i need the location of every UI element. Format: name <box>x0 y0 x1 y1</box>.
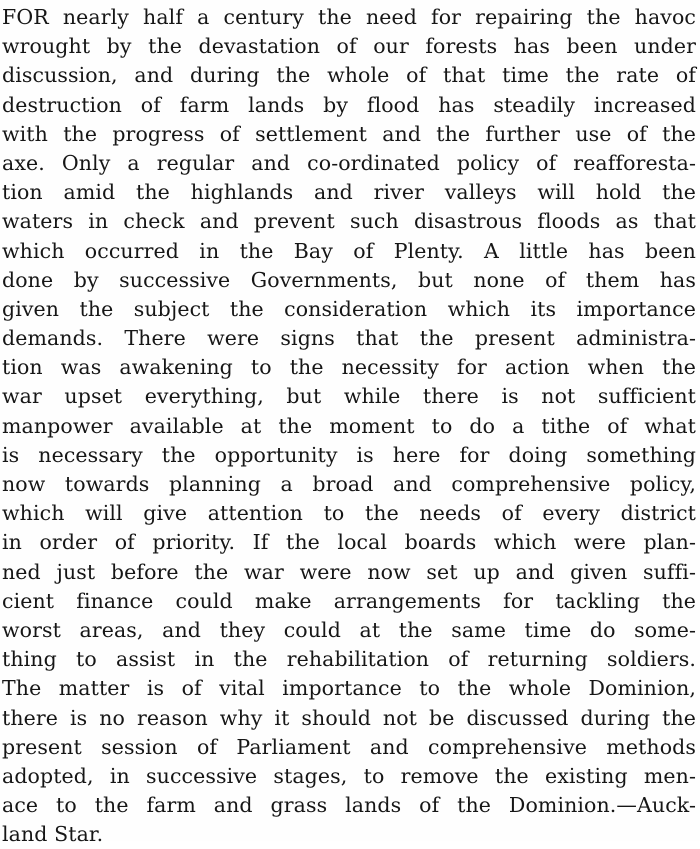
article-line: present session of Parliament and comprehensive methods <box>2 734 696 759</box>
article-line: cient finance could make arrangements for tackling the <box>2 588 696 613</box>
article-line: in order of priority. If the local boards which were plan- <box>2 530 696 555</box>
article-line: which will give attention to the needs of every district <box>2 501 696 526</box>
article-line: given the subject the consideration which its importance <box>2 296 696 321</box>
article-line: thing to assist in the rehabilitation of returning soldiers. <box>2 647 696 672</box>
article-line: destruction of farm lands by flood has steadily increased <box>2 92 696 117</box>
article-line: ned just before the war were now set up and given suffi- <box>2 559 696 584</box>
article-line: now towards planning a broad and comprehensive policy, <box>2 472 696 496</box>
article-line: adopted, in successive stages, to remove the existing men- <box>2 763 696 788</box>
article-line: tion was awakening to the necessity for action when the <box>2 355 696 380</box>
article-line: axe. Only a regular and co-ordinated policy of reafforesta- <box>2 150 696 175</box>
article-line: ace to the farm and grass lands of the Dominion.—Auck- <box>2 793 696 818</box>
article-line: waters in check and prevent such disastrous floods as that <box>2 209 696 234</box>
article-line: which occurred in the Bay of Plenty. A little has been <box>2 238 696 263</box>
article-line: worst areas, and they could at the same time do some- <box>2 617 696 642</box>
article-line: done by successive Governments, but none of them has <box>2 267 696 292</box>
article-line: The matter is of vital importance to the whole Dominion, <box>2 676 696 701</box>
article-line: demands. There were signs that the present administra- <box>2 326 696 351</box>
article-line: is necessary the opportunity is here for doing something <box>2 442 696 467</box>
article-line: discussion, and during the whole of that time the rate of <box>2 63 696 88</box>
article-line: there is no reason why it should not be discussed during the <box>2 705 696 730</box>
article-line: with the progress of settlement and the further use of the <box>2 121 696 146</box>
article-line: manpower available at the moment to do a tithe of what <box>2 413 696 438</box>
article-line: war upset everything, but while there is not sufficient <box>2 384 696 409</box>
article-line: FOR nearly half a century the need for repairing the havoc <box>2 5 696 29</box>
article-text <box>2 3 696 849</box>
article-line: land Star. <box>2 822 104 847</box>
article-line: tion amid the highlands and river valleys will hold the <box>2 180 696 205</box>
article-line: wrought by the devastation of our forests has been under <box>2 34 696 59</box>
